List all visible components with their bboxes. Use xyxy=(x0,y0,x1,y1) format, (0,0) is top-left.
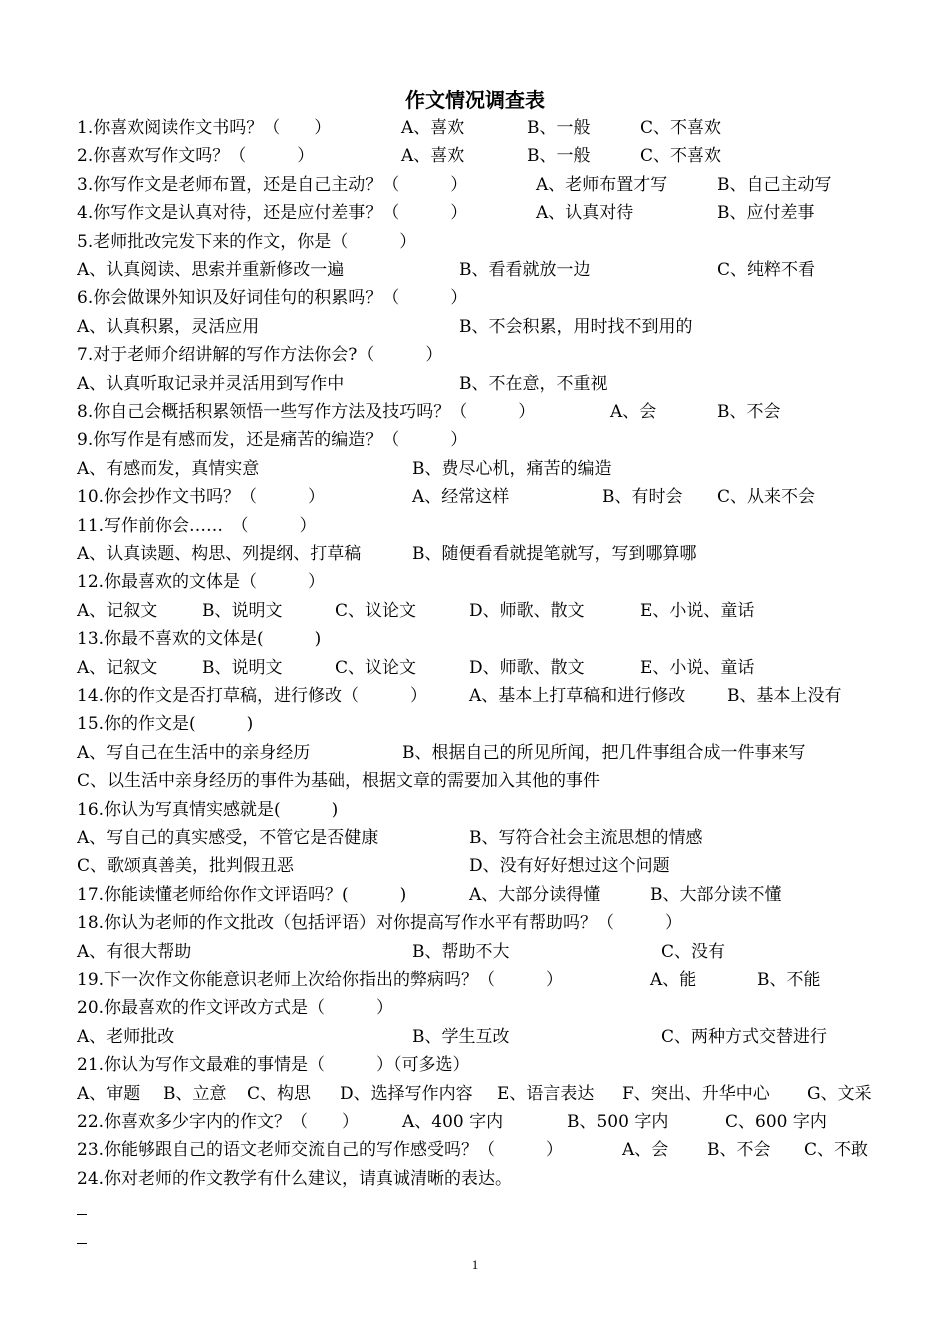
option-text: B、大部分读不懂 xyxy=(650,884,782,905)
option-text: B、一般 xyxy=(527,146,591,167)
option-text: A、会 xyxy=(610,402,657,422)
option-text: C、600 字内 xyxy=(725,1112,827,1132)
option-text: C、构思 xyxy=(247,1083,312,1104)
option-text: B、帮助不大 xyxy=(412,941,510,962)
option-text: C、不喜欢 xyxy=(640,118,722,138)
question-text: 20.你最喜欢的作文评改方式是（ ） xyxy=(77,998,394,1019)
question-text: A、认真阅读、思索并重新修改一遍 xyxy=(77,260,345,280)
option-text: D、选择写作内容 xyxy=(340,1083,473,1104)
question-text: 19.下一次作文你能意识老师上次给你指出的弊病吗？（ ） xyxy=(77,970,564,990)
option-text: C、没有 xyxy=(661,941,726,962)
option-text: F、突出、升华中心 xyxy=(622,1083,770,1104)
survey-line xyxy=(77,114,877,142)
option-text: A、大部分读得懂 xyxy=(469,884,601,905)
answer-line-1 xyxy=(77,1214,87,1215)
option-text: D、师歌、散文 xyxy=(469,657,585,678)
question-text: C、歌颂真善美，批判假丑恶 xyxy=(77,856,295,877)
option-text: C、从来不会 xyxy=(717,487,816,508)
survey-line xyxy=(77,171,877,199)
survey-line xyxy=(77,824,877,852)
question-text: 6.你会做课外知识及好词佳句的积累吗？（ ） xyxy=(77,288,468,309)
survey-line xyxy=(77,284,877,312)
survey-line xyxy=(77,398,877,426)
question-text: 13.你最不喜欢的文体是( ) xyxy=(77,629,322,650)
survey-line xyxy=(77,1051,877,1079)
survey-line xyxy=(77,881,877,909)
survey-line xyxy=(77,1136,877,1164)
option-text: B、不会积累，用时找不到用的 xyxy=(459,316,693,337)
option-text: B、随便看看就提笔就写，写到哪算哪 xyxy=(412,544,697,564)
option-text: A、400 字内 xyxy=(402,1112,504,1132)
option-text: C、两种方式交替进行 xyxy=(661,1026,828,1047)
option-text: A、老师布置才写 xyxy=(536,174,668,195)
question-text: 1.你喜欢阅读作文书吗？（ ） xyxy=(77,118,332,138)
question-text: 21.你认为写作文最难的事情是（ ）（可多选） xyxy=(77,1055,470,1076)
option-text: E、小说、童话 xyxy=(640,600,755,621)
option-text: B、不在意，不重视 xyxy=(459,373,608,394)
page-title: 作文情况调查表 xyxy=(405,88,545,112)
question-text: A、写自己在生活中的亲身经历 xyxy=(77,742,311,763)
survey-line xyxy=(77,597,877,625)
survey-line xyxy=(77,313,877,341)
survey-line xyxy=(77,455,877,483)
survey-line xyxy=(77,1165,877,1193)
survey-line xyxy=(77,512,877,540)
survey-line xyxy=(77,710,877,738)
survey-line xyxy=(77,938,877,966)
question-text: 4.你写作文是认真对待，还是应付差事？（ ） xyxy=(77,203,468,224)
survey-line xyxy=(77,1023,877,1051)
option-text: E、语言表达 xyxy=(497,1083,595,1104)
survey-line xyxy=(77,966,877,994)
question-text: A、有很大帮助 xyxy=(77,941,192,962)
option-text: B、基本上没有 xyxy=(727,686,842,706)
option-text: C、纯粹不看 xyxy=(717,260,816,280)
option-text: A、会 xyxy=(622,1140,669,1161)
survey-line xyxy=(77,370,877,398)
option-text: B、说明文 xyxy=(202,600,283,621)
question-text: 22.你喜欢多少字内的作文？（ ） xyxy=(77,1112,360,1132)
question-text: A、审题 xyxy=(77,1083,141,1104)
question-text: 9.你写作是有感而发，还是痛苦的编造？（ ） xyxy=(77,430,468,451)
question-text: 24.你对老师的作文教学有什么建议，请真诚清晰的表达。 xyxy=(77,1168,513,1189)
option-text: B、立意 xyxy=(163,1083,227,1104)
option-text: B、说明文 xyxy=(202,657,283,678)
option-text: B、学生互改 xyxy=(412,1026,510,1047)
option-text: G、文采 xyxy=(807,1083,872,1104)
question-text: A、写自己的真实感受，不管它是否健康 xyxy=(77,828,379,848)
option-text: A、经常这样 xyxy=(412,487,510,508)
question-text: 3.你写作文是老师布置，还是自己主动？（ ） xyxy=(77,174,468,195)
option-text: E、小说、童话 xyxy=(640,657,755,678)
option-text: B、根据自己的所见所闻，把几件事组合成一件事来写 xyxy=(402,742,806,763)
option-text: B、费尽心机，痛苦的编造 xyxy=(412,458,612,479)
option-text: A、喜欢 xyxy=(401,118,465,138)
option-text: A、能 xyxy=(650,970,697,990)
question-text: 12.你最喜欢的文体是（ ） xyxy=(77,572,326,593)
survey-line xyxy=(77,739,877,767)
question-text: 2.你喜欢写作文吗？（ ） xyxy=(77,146,315,167)
question-text: A、记叙文 xyxy=(77,657,158,678)
question-text: 16.你认为写真情实感就是( ) xyxy=(77,799,339,820)
survey-line xyxy=(77,767,877,795)
survey-line xyxy=(77,483,877,511)
question-text: 15.你的作文是( ) xyxy=(77,714,254,735)
survey-line xyxy=(77,256,877,284)
option-text: D、没有好好想过这个问题 xyxy=(469,856,670,877)
option-text: C、不喜欢 xyxy=(640,146,722,167)
question-text: 8.你自己会概括积累领悟一些写作方法及技巧吗？（ ） xyxy=(77,402,536,422)
question-text: 23.你能够跟自己的语文老师交流自己的写作感受吗？（ ） xyxy=(77,1140,564,1161)
survey-line xyxy=(77,426,877,454)
option-text: B、不能 xyxy=(757,970,821,990)
page-number: 1 xyxy=(471,1257,479,1272)
option-text: B、不会 xyxy=(707,1140,771,1161)
question-text: 17.你能读懂老师给你作文评语吗？( ) xyxy=(77,884,407,905)
question-text: C、以生活中亲身经历的事件为基础，根据文章的需要加入其他的事件 xyxy=(77,771,601,792)
option-text: B、应付差事 xyxy=(717,203,815,224)
question-text: 18.你认为老师的作文批改（包括评语）对你提高写作水平有帮助吗？（ ） xyxy=(77,913,683,934)
survey-line xyxy=(77,540,877,568)
survey-line xyxy=(77,682,877,710)
option-text: B、一般 xyxy=(527,118,591,138)
option-text: A、认真对待 xyxy=(536,203,634,224)
survey-line xyxy=(77,199,877,227)
survey-line xyxy=(77,1108,877,1136)
survey-line xyxy=(77,654,877,682)
option-text: B、写符合社会主流思想的情感 xyxy=(469,828,703,848)
question-text: 11.写作前你会…… （ ） xyxy=(77,515,317,536)
survey-line xyxy=(77,796,877,824)
survey-line xyxy=(77,852,877,880)
question-text: A、认真听取记录并灵活用到写作中 xyxy=(77,373,345,394)
option-text: C、议论文 xyxy=(335,600,417,621)
option-text: A、喜欢 xyxy=(401,146,465,167)
survey-line xyxy=(77,142,877,170)
option-text: C、议论文 xyxy=(335,657,417,678)
option-text: B、看看就放一边 xyxy=(459,260,591,280)
question-text: 5.老师批改完发下来的作文，你是（ ） xyxy=(77,231,417,252)
survey-line xyxy=(77,228,877,256)
survey-line xyxy=(77,909,877,937)
survey-line xyxy=(77,1080,877,1108)
question-text: 14.你的作文是否打草稿，进行修改（ ） xyxy=(77,686,428,706)
survey-line xyxy=(77,625,877,653)
survey-line xyxy=(77,568,877,596)
question-text: A、记叙文 xyxy=(77,600,158,621)
option-text: B、有时会 xyxy=(602,487,683,508)
answer-line-2 xyxy=(77,1243,87,1244)
question-text: A、认真积累，灵活应用 xyxy=(77,316,260,337)
survey-line xyxy=(77,341,877,369)
question-text: 7.对于老师介绍讲解的写作方法你会?（ ） xyxy=(77,345,443,366)
option-text: B、自己主动写 xyxy=(717,174,832,195)
option-text: D、师歌、散文 xyxy=(469,600,585,621)
question-text: A、认真读题、构思、列提纲、打草稿 xyxy=(77,544,362,564)
question-text: A、老师批改 xyxy=(77,1026,175,1047)
question-text: A、有感而发，真情实意 xyxy=(77,458,260,479)
survey-line xyxy=(77,994,877,1022)
option-text: A、基本上打草稿和进行修改 xyxy=(469,686,686,706)
option-text: B、不会 xyxy=(717,402,781,422)
option-text: C、不敢 xyxy=(804,1140,869,1161)
option-text: B、500 字内 xyxy=(567,1112,669,1132)
question-text: 10.你会抄作文书吗？（ ） xyxy=(77,487,326,508)
